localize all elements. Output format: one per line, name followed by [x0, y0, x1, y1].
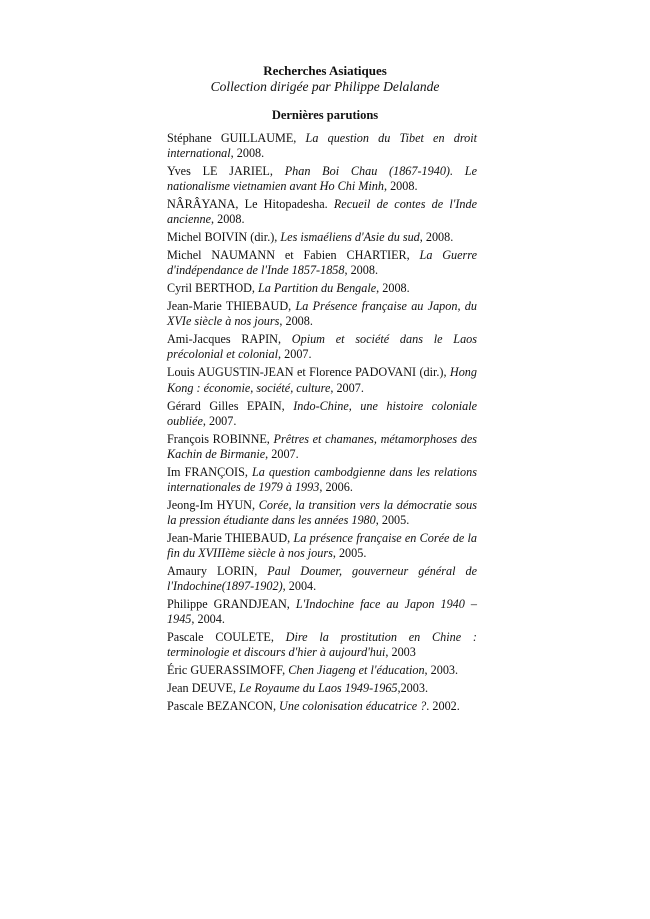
entry-author: Jean-Marie THIEBAUD, — [167, 530, 294, 545]
entry-title: Les ismaéliens d'Asie du sud — [280, 230, 420, 245]
entry-author: François ROBINNE, — [167, 431, 274, 446]
entry-title: Une colonisation éducatrice ? — [279, 699, 427, 714]
series-title: Recherches Asiatiques — [263, 63, 387, 78]
entry-title: La Guerre d'indépendance de l'Inde 1857-1858 — [167, 248, 477, 278]
section-title: Dernières parutions — [271, 108, 379, 122]
entry-author: Ami-Jacques RAPIN, — [167, 332, 292, 347]
publication-entry — [167, 164, 477, 194]
entry-author: Amaury LORIN, — [167, 563, 268, 578]
entry-year: , 2008. — [344, 263, 378, 278]
entry-year: ,2003. — [397, 681, 428, 696]
publication-entry — [167, 332, 477, 362]
entry-title: Corée, la transition vers la démocratie sous la pression étudiante dans les années 1980 — [167, 497, 477, 527]
entry-year: , 2008. — [419, 230, 454, 245]
entry-year: , 2008. — [383, 179, 418, 194]
entry-author: NÂRÂYANA, Le Hitopadesha. — [167, 197, 334, 212]
entry-title: La présence française en Corée de la fin du XVIIIème siècle à nos jours — [167, 530, 477, 560]
entry-author: Louis AUGUSTIN-JEAN et Florence PADOVANI (dir.), — [167, 365, 450, 380]
entry-year: , 2007. — [202, 413, 237, 428]
entry-year: , 2006. — [319, 479, 353, 494]
publication-entry — [167, 399, 477, 429]
entry-author: Philippe GRANDJEAN, — [167, 596, 296, 611]
series-header — [0, 63, 650, 95]
publication-entry — [167, 597, 477, 627]
entry-year: , 2008. — [211, 212, 245, 227]
entry-author: Im FRANÇOIS, — [167, 464, 252, 479]
entry-author: Gérard Gilles EPAIN, — [167, 398, 294, 413]
entry-title: La question cambodgienne dans les relations internationales de 1979 à 1993 — [167, 464, 477, 494]
entry-author: Éric GUERASSIMOFF, — [167, 663, 289, 678]
entry-title: Phan Boi Chau (1867-1940). Le nationalisme vietnamien avant Ho Chi Minh — [167, 164, 477, 194]
entry-year: , 2008. — [279, 314, 313, 329]
publication-entry — [167, 197, 477, 227]
entry-title: Paul Doumer, gouverneur général de l'Indochine(1897-1902) — [167, 563, 478, 593]
publication-entry — [167, 465, 477, 495]
entry-title: La Partition du Bengale — [258, 281, 377, 296]
publication-list — [167, 131, 477, 717]
entry-title: Prêtres et chamanes, métamorphoses des Kachin de Birmanie — [167, 431, 478, 461]
entry-author: Jean-Marie THIEBAUD, — [167, 299, 296, 314]
publication-entry — [167, 432, 477, 462]
publication-entry — [167, 281, 477, 296]
publication-entry — [167, 230, 477, 245]
entry-author: Jean DEUVE, — [167, 681, 240, 696]
publication-entry — [167, 365, 477, 395]
entry-title: Dire la prostitution en Chine : terminologie et discours d'hier à aujourd'hui — [167, 630, 477, 660]
entry-author: Cyril BERTHOD, — [167, 281, 259, 296]
entry-author: Pascale BEZANCON, — [167, 699, 280, 714]
entry-year: , 2003. — [424, 663, 459, 678]
entry-year: , 2007. — [265, 446, 299, 461]
publication-entry — [167, 299, 477, 329]
publication-entry — [167, 564, 477, 594]
entry-year: , 2005. — [375, 512, 410, 527]
entry-year: , 2007. — [330, 380, 364, 395]
entry-author: Michel BOIVIN (dir.), — [167, 230, 281, 245]
entry-year: , 2003 — [385, 645, 416, 660]
entry-title: Recueil de contes de l'Inde ancienne — [167, 197, 477, 227]
entry-title: Indo-Chine, une histoire coloniale oubliée — [167, 398, 477, 428]
entry-title: La question du Tibet en droit international — [167, 131, 477, 161]
publication-entry — [167, 699, 477, 714]
entry-year: , 2005. — [332, 545, 367, 560]
entry-author: Yves LE JARIEL, — [167, 164, 285, 179]
publication-entry — [167, 531, 477, 561]
series-director: Collection dirigée par Philippe Delalande — [210, 79, 440, 94]
entry-title: Le Royaume du Laos 1949-1965 — [239, 681, 398, 696]
publication-entry — [167, 248, 477, 278]
entry-author: Pascale COULETE, — [167, 630, 286, 645]
entry-title: L'Indochine face au Japon 1940 – 1945 — [167, 596, 477, 627]
publication-entry — [167, 131, 477, 161]
entry-year: , 2008. — [230, 146, 265, 161]
publication-entry — [167, 630, 477, 660]
entry-title: Chen Jiageng et l'éducation — [288, 663, 425, 678]
publication-entry — [167, 681, 477, 696]
entry-year: . 2002. — [426, 699, 460, 714]
publication-entry — [167, 498, 477, 528]
entry-author: Jeong-Im HYUN, — [167, 497, 259, 512]
entry-title: La Présence française au Japon, du XVIe siècle à nos jours — [167, 299, 477, 329]
entry-title: Hong Kong : économie, société, culture — [167, 365, 477, 395]
entry-author: Stéphane GUILLAUME, — [167, 131, 306, 145]
entry-year: , 2004. — [191, 612, 225, 627]
entry-year: , 2007. — [278, 347, 312, 362]
entry-year: , 2004. — [282, 579, 317, 593]
entry-year: , 2008. — [376, 281, 410, 296]
entry-title: Opium et société dans le Laos précolonial et colonial — [167, 332, 477, 362]
entry-author: Michel NAUMANN et Fabien CHARTIER, — [167, 248, 420, 263]
publication-entry — [167, 663, 477, 678]
